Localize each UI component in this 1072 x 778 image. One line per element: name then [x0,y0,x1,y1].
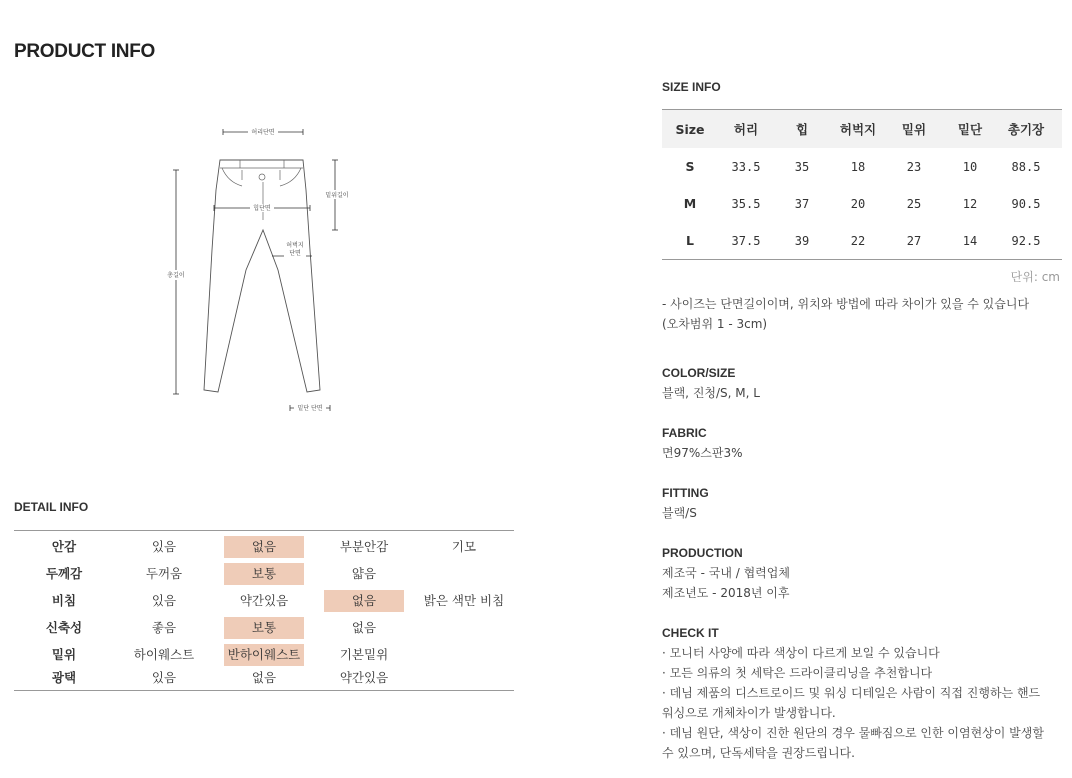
size-table-header [662,110,1062,148]
check-it-title: CHECK IT [662,626,719,640]
detail-option: 부분안감 [339,538,389,554]
color-size-text: 블랙, 진청/S, M, L [662,386,760,400]
detail-option: 얇음 [351,565,377,581]
size-cell: 12 [962,196,978,211]
size-cell: 10 [962,159,978,174]
detail-option: 좋음 [151,619,177,635]
size-cell: 39 [794,233,810,248]
size-header-cell: 총기장 [1007,122,1045,137]
size-cell: 14 [962,233,978,248]
fitting-text: 블랙/S [662,506,697,520]
production-line: 제조년도 - 2018년 이후 [662,586,790,600]
thigh-label-2: 단면 [289,250,301,257]
check-it-line: · 데님 제품의 디스트로이드 및 워싱 디테일은 사람이 직접 진행하는 핸드 [662,686,1041,700]
detail-row-label: 비침 [51,592,77,608]
detail-option-selected: 보통 [224,617,304,639]
size-note-line: (오차범위 1 - 3cm) [662,317,768,331]
detail-option-empty [414,563,514,585]
detail-info-table [14,530,514,691]
size-unit: 단위: cm [1010,270,1060,284]
detail-option: 기모 [451,538,477,554]
detail-row-stretch [14,614,514,641]
size-cell: S [685,159,695,174]
rise-label: 밑위길이 [325,192,349,199]
check-it-line: 수 있으며, 단독세탁을 권장드립니다. [662,746,855,760]
size-note [662,294,1062,334]
detail-row-gloss [14,668,514,688]
detail-option: 밝은 색만 비침 [423,592,505,608]
size-header-cell: 밑단 [957,122,983,137]
thigh-label-1: 허벅지 [286,242,304,249]
size-row-s [662,148,1062,185]
detail-option-selected: 없음 [324,590,404,612]
size-cell: L [686,233,694,248]
fabric-title: FABRIC [662,426,707,440]
size-header-cell: Size [675,121,705,137]
size-header-cell: 밑위 [901,122,927,137]
check-it-line: · 데님 원단, 색상이 진한 원단의 경우 물빠짐으로 인한 이염현상이 발생할 [662,726,1044,740]
size-cell: 27 [906,233,922,248]
hem-label: 밑단 단면 [297,405,323,412]
check-it-line: 워싱으로 개체차이가 발생합니다. [662,706,836,720]
fitting-title: FITTING [662,486,709,500]
length-label: 총길이 [167,272,185,279]
size-info-title: SIZE INFO [662,80,721,94]
detail-option: 기본밑위 [339,646,389,662]
detail-row-label: 밑위 [51,646,77,662]
detail-info-title: DETAIL INFO [14,500,89,514]
detail-option: 약간있음 [239,592,289,608]
size-note-line: - 사이즈는 단면길이이며, 위치와 방법에 따라 차이가 있을 수 있습니다 [662,297,1030,311]
size-cell: 33.5 [731,159,761,174]
detail-row-rise [14,641,514,668]
check-it-line: · 모니터 사양에 따라 색상이 다르게 보일 수 있습니다 [662,646,940,660]
size-cell: 90.5 [1011,196,1041,211]
size-cell: 92.5 [1011,233,1041,248]
size-header-cell: 허리 [733,122,759,137]
detail-row-label: 안감 [51,538,77,554]
size-cell: 88.5 [1011,159,1041,174]
size-cell: 23 [906,159,922,174]
size-row-l [662,222,1062,259]
size-header-cell: 허벅지 [839,122,877,137]
detail-option: 있음 [151,592,177,608]
detail-option: 약간있음 [339,670,389,685]
size-row-m [662,185,1062,222]
size-cell: 35 [794,159,810,174]
size-cell: 37 [794,196,810,211]
waist-label: 허리단면 [251,129,275,136]
size-cell: 20 [850,196,866,211]
detail-option-empty [414,617,514,639]
size-table [662,109,1062,260]
detail-row-lining [14,533,514,560]
detail-option: 없음 [251,670,277,685]
color-size-title: COLOR/SIZE [662,366,736,380]
size-header-cell: 힙 [795,122,809,137]
detail-row-label: 두께감 [45,565,83,581]
production-line: 제조국 - 국내 / 협력업체 [662,566,790,580]
pants-measurement-diagram [160,120,360,420]
detail-row-sheerness [14,587,514,614]
production-title: PRODUCTION [662,546,743,560]
page-title: PRODUCT INFO [14,41,156,62]
detail-option-selected: 보통 [224,563,304,585]
detail-option-selected: 반하이웨스트 [224,644,304,666]
detail-option: 있음 [151,538,177,554]
detail-row-label: 신축성 [45,619,83,635]
check-it-text [662,643,1062,763]
detail-option: 없음 [351,619,377,635]
detail-option: 두꺼움 [145,565,183,581]
production-text [662,563,1062,603]
size-cell: M [683,196,697,211]
size-cell: 22 [850,233,866,248]
size-cell: 37.5 [731,233,761,248]
detail-option: 있음 [151,670,177,685]
detail-option: 하이웨스트 [133,646,195,662]
detail-option-empty [414,667,514,689]
check-it-line: · 모든 의류의 첫 세탁은 드라이클리닝을 추천합니다 [662,666,933,680]
detail-option-empty [414,644,514,666]
size-cell: 35.5 [731,196,761,211]
fabric-text: 면97%스판3% [662,446,743,460]
detail-option-selected: 없음 [224,536,304,558]
hip-label: 힙단면 [253,205,271,212]
detail-row-thickness [14,560,514,587]
size-cell: 18 [850,159,866,174]
detail-row-label: 광택 [51,670,77,685]
size-cell: 25 [906,196,922,211]
